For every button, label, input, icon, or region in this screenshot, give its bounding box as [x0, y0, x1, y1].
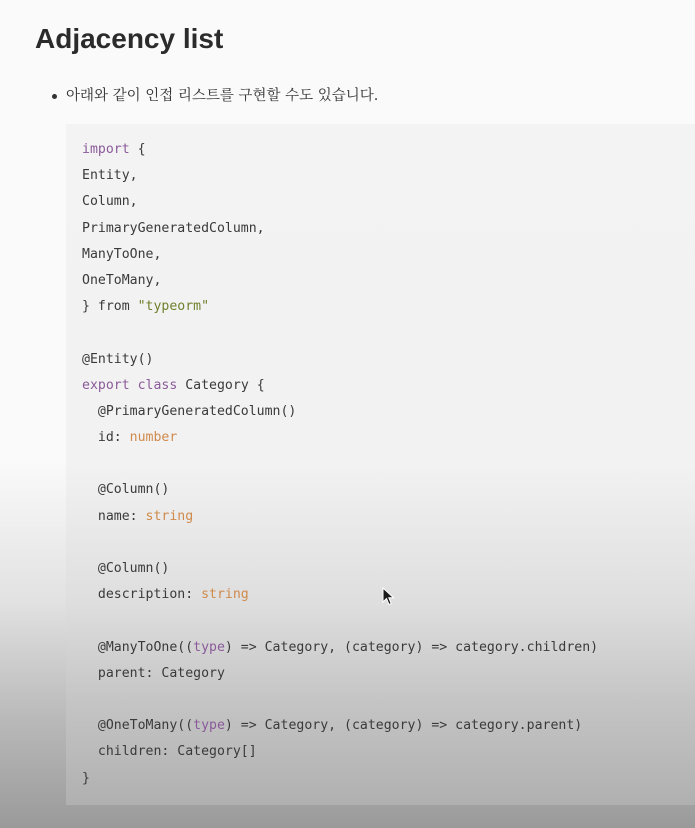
code-token: @Entity() [82, 351, 154, 367]
code-token: id: [82, 430, 130, 446]
code-token: OneToMany, [82, 272, 162, 288]
code-token: } [82, 770, 90, 786]
code-token: @PrimaryGeneratedColumn() [82, 403, 297, 419]
code-token: ManyToOne, [82, 246, 162, 262]
bullet-item [52, 86, 378, 106]
code-token: class [137, 377, 178, 393]
code-line [82, 320, 598, 346]
code-line [82, 556, 598, 582]
code-token: type [193, 639, 225, 655]
code-line [82, 608, 598, 634]
code-line [82, 163, 598, 189]
code-line [82, 504, 598, 530]
code-token: type [193, 718, 225, 734]
code-line [82, 530, 598, 556]
code-token: description: [82, 587, 202, 603]
code-line [82, 425, 598, 451]
code-token: export [82, 377, 130, 393]
code-line [82, 713, 598, 739]
code-line [82, 582, 598, 608]
code-token: } from [82, 299, 138, 315]
code-token: number [129, 430, 178, 446]
page-title: Adjacency list [35, 23, 224, 54]
code-token: string [145, 508, 194, 524]
code-line [82, 373, 598, 399]
code-token: @ManyToOne(( [82, 639, 194, 655]
code-token: ) => Category, (category) => category.parent) [224, 718, 583, 734]
code-token: Category { [177, 377, 265, 393]
code-token: { [129, 142, 146, 157]
code-line [82, 661, 598, 687]
code-line [82, 242, 598, 268]
code-token [130, 378, 138, 393]
code-token: ) => Category, (category) => category.children) [224, 639, 599, 655]
code-line [82, 189, 598, 215]
code-line [82, 294, 598, 320]
code-line [82, 399, 598, 425]
code-token: PrimaryGeneratedColumn, [82, 220, 265, 236]
mouse-pointer-icon [382, 587, 396, 607]
code-lines [82, 137, 598, 792]
code-token: Column, [82, 194, 138, 210]
code-token: @OneToMany(( [82, 718, 194, 734]
code-line [82, 268, 598, 294]
code-line [82, 477, 598, 503]
bullet-text: 아래와 같이 인접 리스트를 구현할 수도 있습니다. [66, 88, 379, 104]
code-block[interactable] [66, 124, 695, 805]
code-line [82, 766, 598, 792]
code-line [82, 137, 598, 163]
code-token: name: [82, 508, 146, 524]
code-token: @Column() [82, 482, 170, 498]
code-line [82, 347, 598, 373]
code-token: import [82, 142, 130, 157]
code-line [82, 739, 598, 765]
code-line [82, 635, 598, 661]
code-token: @Column() [82, 561, 170, 576]
code-line [82, 687, 598, 713]
code-token: "typeorm" [137, 299, 210, 315]
code-token: parent: Category [82, 665, 225, 681]
code-token: children: Category[] [82, 744, 257, 760]
code-line [82, 451, 598, 477]
code-token: Entity, [82, 168, 138, 184]
code-line [82, 216, 598, 242]
bullet-dot-icon [52, 94, 57, 99]
code-token: string [201, 587, 249, 603]
